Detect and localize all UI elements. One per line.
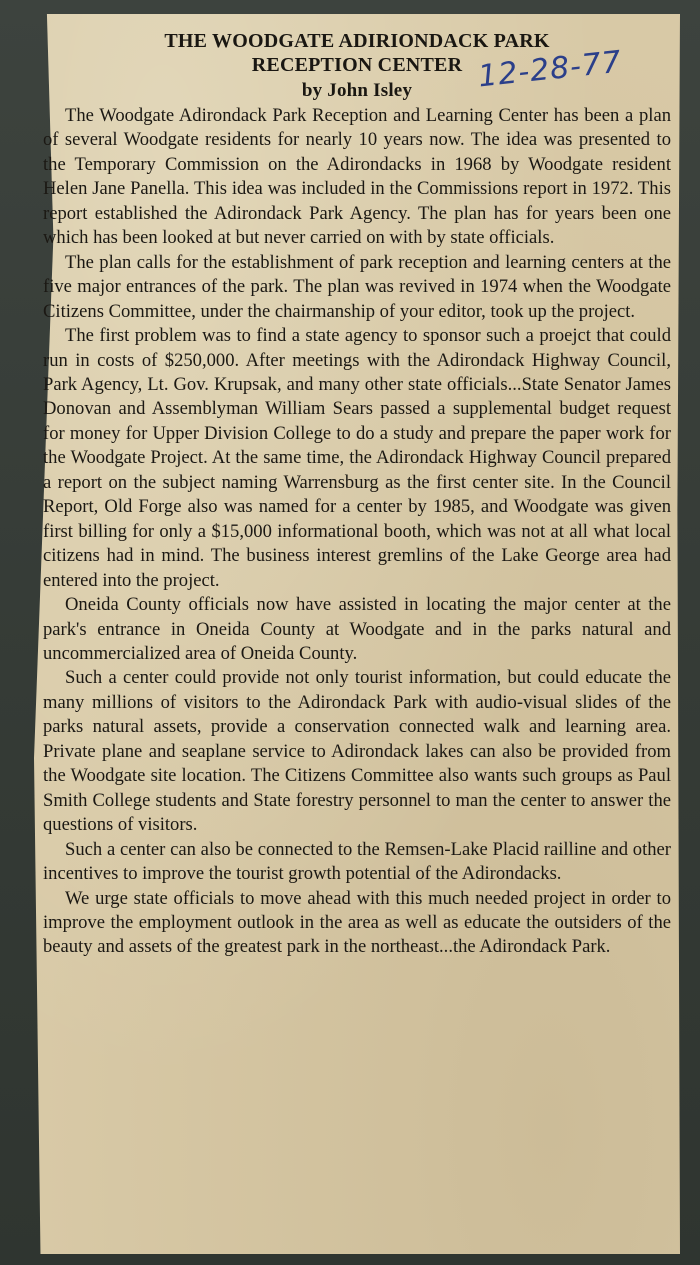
paragraph-3: The first problem was to find a state agency to sponsor such a proejct that could run in costs of $250,000. After meetings with the Adirondack Highway Council, Park Agency, Lt. Gov. Krupsak, and many other state officials...State Senator James Donovan and Assemblyman William Sears passed a supplemental budget request for money for Upper Division College to do a study and prepare the paper work for the Woodgate Project. At the same time, the Adirondack Highway Council prepared a report on the subject naming Warrensburg as the first center site. In the Council Report, Old Forge also was named for a center by 1985, and Woodgate was given first billing for only a $15,000 informational booth, which was not at all what local citizens had in mind. The business interest gremlins of the Lake George area had entered into the project. — [43, 325, 671, 591]
paragraph-1: The Woodgate Adirondack Park Reception and Learning Center has been a plan of several Woodgate residents for nearly 10 years now. The idea was presented to the Temporary Commission on the Adirondacks in 1968 by Woodgate resident Helen Jane Panella. This idea was included in the Commissions report in 1972. This report established the Adirondack Park Agency. The plan has for years been one which has been looked at but never carried on with by state officials. — [43, 105, 671, 249]
headline-line-2: RECEPTION CENTER — [251, 54, 463, 76]
paragraph-6: Such a center can also be connected to the Remsen-Lake Placid railline and other incentives to improve the tourist growth potential of the Adirondacks. — [43, 838, 671, 885]
paragraph-4: Oneida County officials now have assisted in locating the major center at the park's entrance in Oneida County at Woodgate and in the parks natural and uncommercialized area of Oneida County. — [43, 594, 671, 664]
headline-line-1: THE WOODGATE ADIRIONDACK PARK — [164, 30, 550, 52]
handwritten-date: 12-28-77 — [476, 44, 624, 95]
article-body — [43, 104, 671, 960]
byline: by John Isley — [301, 80, 413, 101]
paragraph-7: We urge state officials to move ahead with this much needed project in order to improve the employment outlook in the area as well as educate the outsiders of the beauty and assets of the greatest park in the northeast...the Adirondack Park. — [43, 887, 671, 958]
paragraph-5: Such a center could provide not only tourist information, but could educate the many millions of visitors to the Adirondack Park with audio-visual slides of the parks natural assets, provide a conservation connected walk and learning area. Private plane and seaplane service to Adirondack lakes can also be provided from the Woodgate site location. The Citizens Committee also wants such groups as Paul Smith College students and State forestry personnel to man the center to answer the questions of visitors. — [43, 667, 671, 836]
paragraph-2: The plan calls for the establishment of park reception and learning centers at the five major entrances of the park. The plan was revived in 1974 when the Woodgate Citizens Committee, under the chairmanship of your editor, took up the project. — [43, 251, 671, 322]
